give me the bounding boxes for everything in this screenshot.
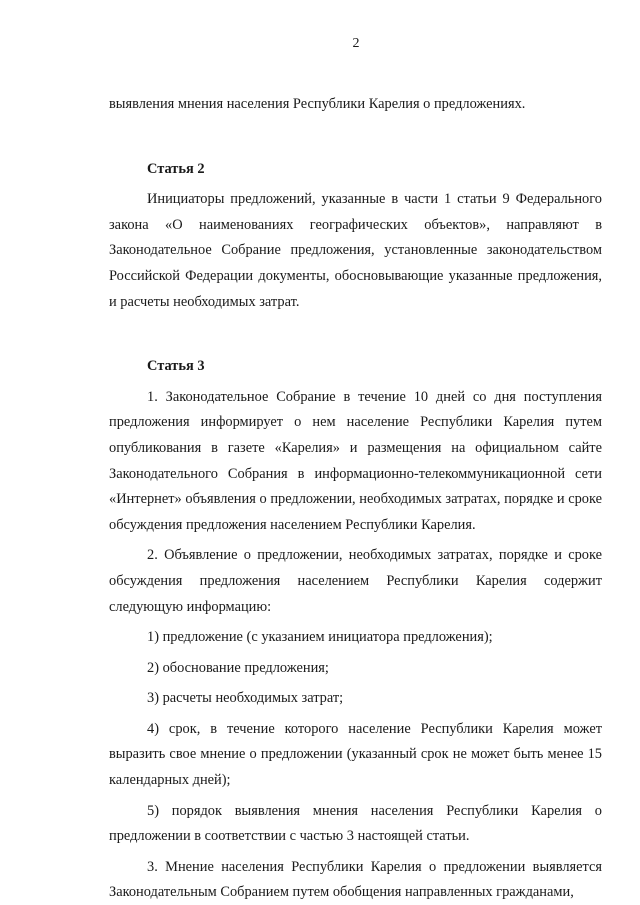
article-2-text: Инициаторы предложений, указанные в части 1 статьи 9 Федерального закона «О наименованиях географических объектов», направляют в Законодательное Собрание предложения, установленные законодательством Российской Федерации документы, обосновывающие указанные предложения, и расчеты необходимых затрат. [109,191,602,310]
document-body [109,92,602,905]
list-item: 4) срок, в течение которого население Республики Карелия может выразить свое мнение о предложении (указанный срок не может быть менее 15 календарных дней); [109,720,602,789]
article-3-paragraph-3: 3. Мнение населения Республики Карелия о предложении выявляется Законодательным Собранием путем обобщения направленных гражданами, [109,858,602,901]
article-3-paragraph-2: 2. Объявление о предложении, необходимых затратах, порядке и сроке обсуждения предложения населением Республики Карелия содержит следующую информацию: [109,547,602,615]
list-item: 1) предложение (с указанием инициатора предложения); [147,629,493,646]
article-3-heading: Статья 3 [147,358,205,375]
page-number: 2 [352,36,360,51]
list-item: 5) порядок выявления мнения населения Республики Карелия о предложении в соответствии с частью 3 настоящей статьи. [109,802,602,845]
article-2-heading: Статья 2 [147,160,205,177]
list-item: 2) обоснование предложения; [147,659,329,676]
list-item: 3) расчеты необходимых затрат; [147,690,344,707]
intro-line: выявления мнения населения Республики Карелия о предложениях. [109,96,526,112]
article-3-paragraph-1: 1. Законодательное Собрание в течение 10 дней со дня поступления предложения информирует о нем население Республики Карелия путем опубликования в газете «Карелия» и размещения на официальном сайте Законодательного Собрания в информационно-телекоммуникационной сети «Интернет» объявления о предложении, необходимых затратах, порядке и сроке обсуждения предложения населением Республики Карелия. [109,388,602,533]
